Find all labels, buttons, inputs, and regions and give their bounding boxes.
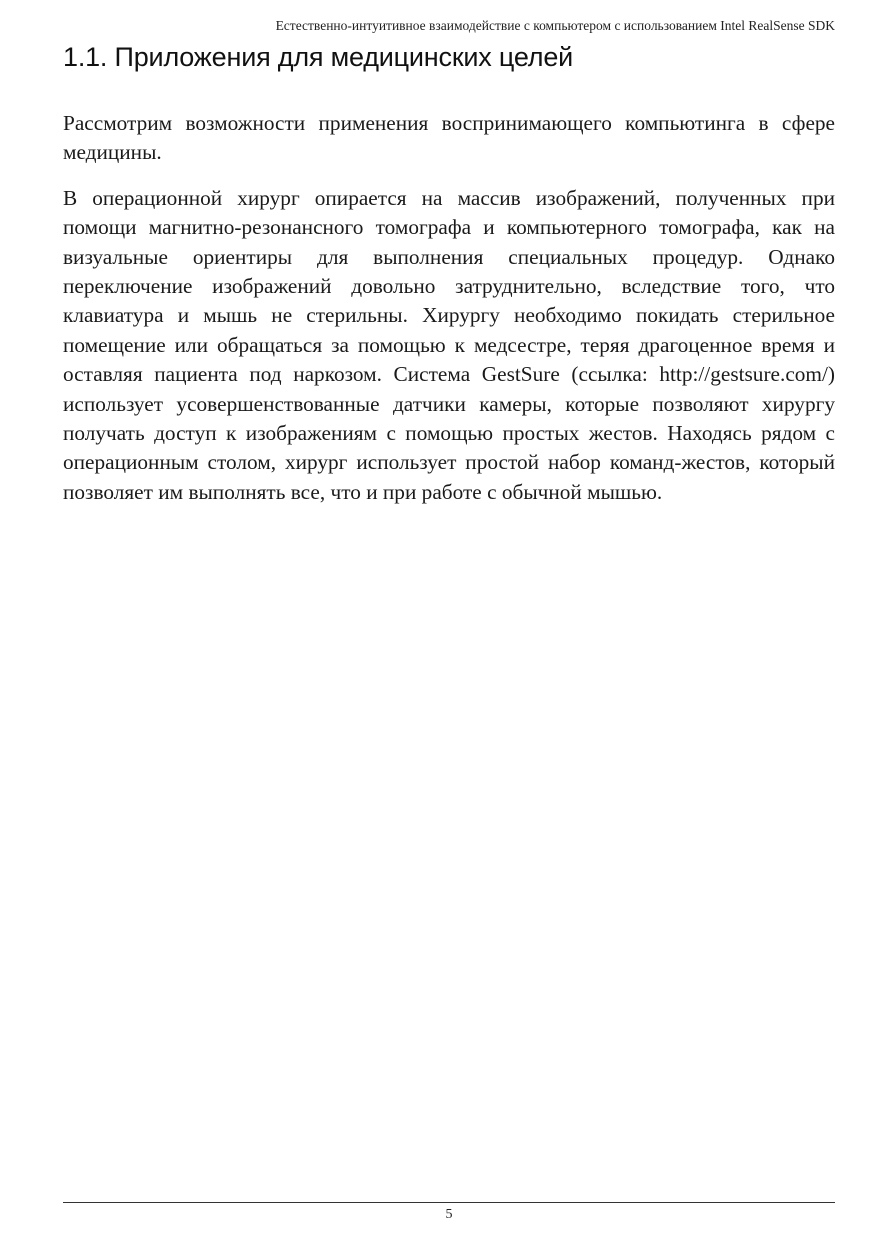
running-header: Естественно-интуитивное взаимодействие с компьютером с использованием Intel RealSense SDK <box>275 18 835 33</box>
footer-divider <box>63 1202 835 1203</box>
body-paragraph-intro: Рассмотрим возможности применения воспринимающего компьютинга в сфере медицины. <box>63 111 835 165</box>
section-title: 1.1. Приложения для медицинских целей <box>63 42 574 72</box>
page-number: 5 <box>445 1207 453 1222</box>
body-paragraph-operating-room: В операционной хирург опирается на массив изображений, полученных при помощи магнитно-резонансного томографа и компьютерного томографа, как на визуальные ориентиры для выполнения специальных процедур. Однако переключение изображений довольно затруднительно, вследствие того, что клавиатура и мышь не стерильны. Хирургу необходимо покидать стерильное помещение или обращаться за помощью к медсестре, теряя драгоценное время и оставляя пациента под наркозом. Система GestSure (ссылка: http://gestsure.com/) использует усовершенствованные датчики камеры, которые позволяют хирургу получать доступ к изображениям с помощью простых жестов. Находясь рядом с операционным столом, хирург использует простой набор команд-жестов, который позволяет им выполнять все, что и при работе с обычной мышью. <box>63 185 835 504</box>
page-body <box>63 38 835 507</box>
